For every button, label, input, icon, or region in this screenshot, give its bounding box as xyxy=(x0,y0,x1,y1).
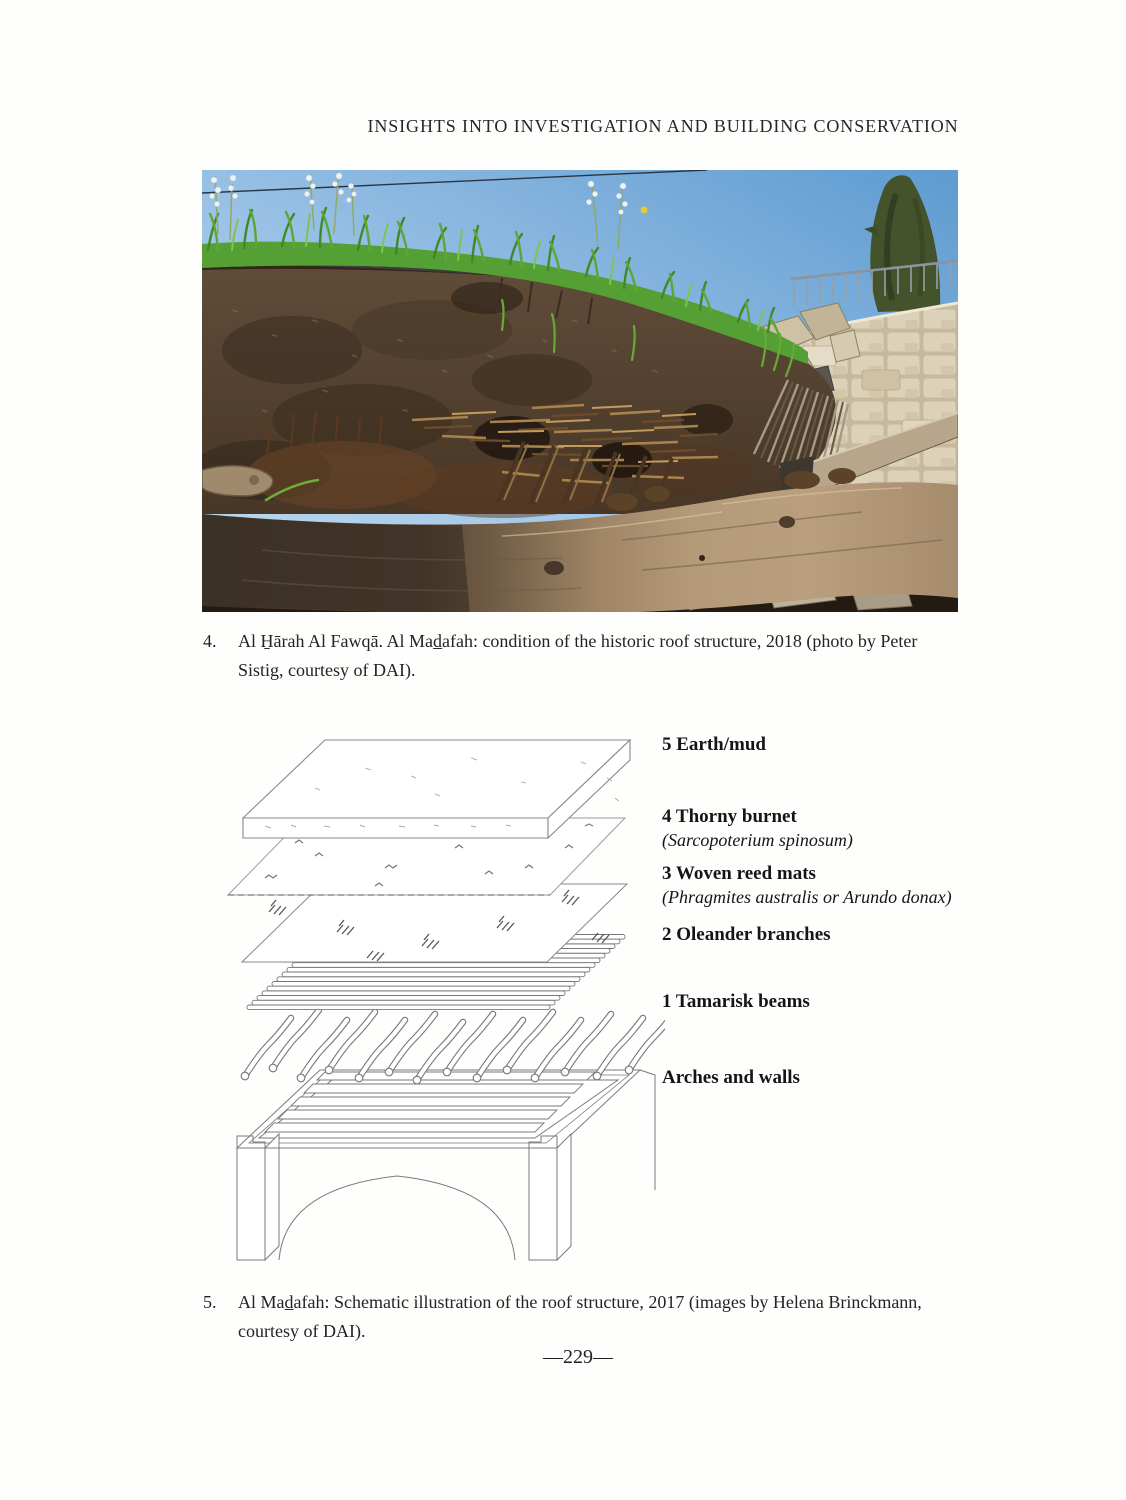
running-head: INSIGHTS INTO INVESTIGATION AND BUILDING CONSERVATION xyxy=(367,116,959,136)
photo-illustration xyxy=(202,170,958,612)
small-log xyxy=(202,466,273,496)
diagram-label-reed-mats: 3 Woven reed mats (Phragmites australis or Arundo donax) xyxy=(662,863,952,907)
diagram-label-earth-mud: 5 Earth/mud xyxy=(662,734,766,755)
diagram-label-oleander: 2 Oleander branches xyxy=(662,924,831,945)
yellow-flower xyxy=(641,207,648,214)
caption-text: Al Mad̲afah: Schematic illustration of the roof structure, 2017 (images by Helena Brinckmann, courtesy of DAI). xyxy=(238,1292,922,1341)
diagram-illustration xyxy=(225,728,665,1268)
caption-text: Al H̱ārah Al Fawqā. Al Mad̲afah: condition of the historic roof structure, 2018 (photo by Peter Sistig, courtesy of DAI). xyxy=(238,631,918,680)
photo-roof-structure xyxy=(202,170,958,612)
figure-caption-4 xyxy=(203,627,1003,685)
caption-number: 5. xyxy=(203,1292,217,1312)
diagram-label-thorny-burnet: 4 Thorny burnet (Sarcopoterium spinosum) xyxy=(662,806,853,850)
caption-number: 4. xyxy=(203,631,217,651)
figure-caption-5 xyxy=(203,1288,1003,1346)
diagram-label-arches-walls: Arches and walls xyxy=(662,1067,800,1088)
diagram-label-tamarisk: 1 Tamarisk beams xyxy=(662,991,810,1012)
diagram-roof-layers xyxy=(225,728,665,1268)
diagram-arches-walls xyxy=(237,1070,655,1260)
page-number: —229— xyxy=(543,1346,613,1368)
